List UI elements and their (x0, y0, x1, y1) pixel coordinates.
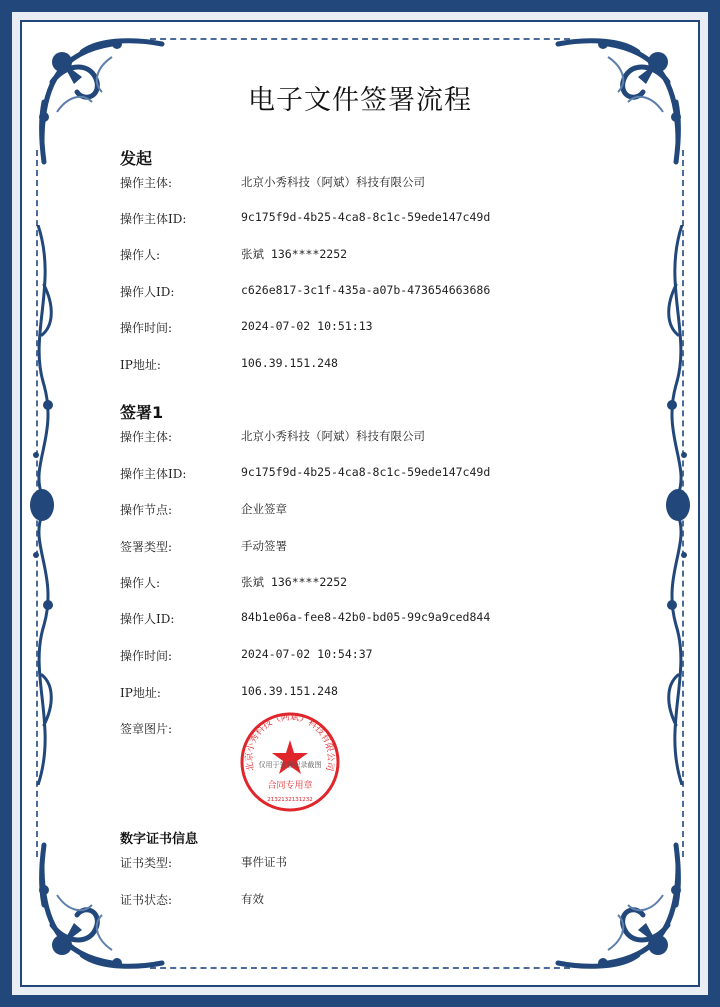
row-value: 106.39.151.248 (241, 684, 338, 698)
info-row (120, 428, 600, 448)
info-row (120, 684, 600, 704)
row-label: 操作人: (120, 248, 161, 262)
row-value: 企业签章 (241, 502, 287, 516)
page-title: 电子文件签署流程 (248, 85, 472, 116)
row-value: 9c175f9d-4b25-4ca8-8c1c-59ede147c49d (241, 465, 491, 479)
info-row (120, 319, 600, 339)
row-value: 张斌 136****2252 (241, 247, 348, 261)
section-heading-certificate: 数字证书信息 (120, 832, 199, 847)
row-label: 操作主体: (120, 430, 173, 444)
row-label: 操作时间: (120, 649, 173, 663)
info-row (120, 283, 600, 303)
row-value: 84b1e06a-fee8-42b0-bd05-99c9a9ced844 (241, 610, 491, 624)
section-heading-initiate: 发起 (120, 149, 153, 168)
row-value: 9c175f9d-4b25-4ca8-8c1c-59ede147c49d (241, 210, 491, 224)
seal-ring-text: 北京小秀科技（阿斌）科技有限公司 (244, 712, 336, 772)
row-value: 张斌 136****2252 (241, 575, 348, 589)
info-row (120, 246, 600, 266)
side-ornament-icon (646, 225, 696, 785)
row-label: 操作主体ID: (120, 212, 187, 226)
info-row (120, 647, 600, 667)
info-row (120, 891, 600, 911)
row-value: 北京小秀科技（阿斌）科技有限公司 (241, 429, 425, 443)
seal-code-text: 2132132131232 (267, 797, 313, 803)
seal-overlay-note: 仅用于签署记录截图 (258, 761, 322, 769)
info-row (120, 465, 600, 485)
row-label: 操作人ID: (120, 612, 175, 626)
row-label: 操作人ID: (120, 285, 175, 299)
section-heading-sign1: 签署1 (120, 403, 164, 422)
seal-center-text: 合同专用章 (267, 781, 313, 791)
row-label: 证书状态: (120, 893, 173, 907)
row-label: 签章图片: (120, 722, 173, 736)
row-label: 操作时间: (120, 321, 173, 335)
row-label: 操作人: (120, 576, 161, 590)
info-row (120, 854, 600, 874)
row-value: c626e817-3c1f-435a-a07b-473654663686 (241, 283, 491, 297)
row-label: 操作主体ID: (120, 467, 187, 481)
row-value: 106.39.151.248 (241, 356, 338, 370)
document-content (120, 0, 600, 1007)
row-label: 操作节点: (120, 503, 173, 517)
info-row (120, 538, 600, 558)
info-row (120, 610, 600, 630)
row-value: 手动签署 (241, 539, 287, 553)
row-value: 事件证书 (241, 855, 287, 869)
row-label: 证书类型: (120, 856, 173, 870)
row-label: IP地址: (120, 358, 161, 372)
row-label: 操作主体: (120, 176, 173, 190)
side-ornament-icon (24, 225, 74, 785)
info-row (120, 574, 600, 594)
row-value: 有效 (241, 892, 264, 906)
row-value: 2024-07-02 10:54:37 (241, 647, 373, 661)
info-row (120, 174, 600, 194)
company-seal-icon (238, 710, 342, 814)
row-label: IP地址: (120, 686, 161, 700)
row-value: 北京小秀科技（阿斌）科技有限公司 (241, 175, 425, 189)
info-row (120, 356, 600, 376)
row-value: 2024-07-02 10:51:13 (241, 319, 373, 333)
info-row (120, 501, 600, 521)
info-row (120, 720, 600, 740)
info-row (120, 210, 600, 230)
row-label: 签署类型: (120, 540, 173, 554)
